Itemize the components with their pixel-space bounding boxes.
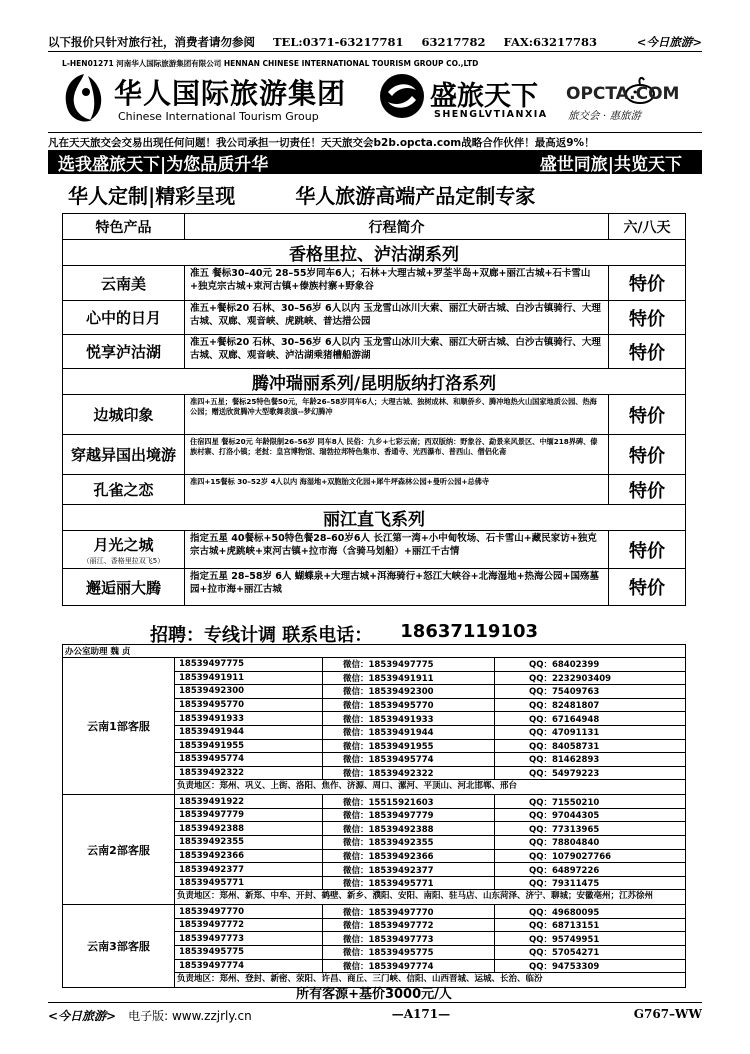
- group-name: 云南1部客服: [63, 658, 175, 794]
- product-note: （丽江、香格里拉双飞5）: [82, 556, 165, 565]
- group-body: [175, 905, 685, 987]
- contact-group: [63, 658, 685, 795]
- qq-number: QQ：67164948: [529, 714, 600, 725]
- product-desc: 指定五星 28–58岁 6人 蝴蝶泉+大理古城+洱海骑行+怒江大峡谷+北海湿地+热海公园+国殇墓园+拉市海+丽江古城: [185, 569, 609, 605]
- qq-number: QQ：54979223: [529, 769, 600, 780]
- product-row: [63, 435, 685, 475]
- qq-number: QQ：2232903409: [529, 673, 612, 684]
- product-price: 特价: [629, 445, 665, 467]
- footer-tag: <今日旅游>: [48, 1009, 117, 1023]
- product-row: [63, 531, 685, 569]
- wechat-id: 微信：18539492377: [323, 863, 495, 876]
- series-title: 腾冲瑞丽系列/昆明版纳打洛系列: [63, 369, 685, 395]
- qq-number: QQ：81462893: [529, 755, 600, 766]
- product-name: 边城印象: [63, 395, 185, 434]
- contact-row: [175, 712, 685, 726]
- opcta-brand: OPCTA.COM: [566, 84, 680, 104]
- product-desc: 准五+餐标20 石林、30–56岁 6人以内 玉龙雪山冰川大索、丽江大研古城、白沙古镇骑行、大理古城、双廊、观音峡、泸沽湖乘猪槽船游湖: [185, 335, 609, 368]
- shenglv-name-cn: 盛旅天下: [430, 81, 538, 112]
- qq-number: QQ：84058731: [529, 741, 600, 752]
- phone-number: 18539495775: [175, 946, 323, 959]
- recruitment-line: [150, 621, 670, 645]
- wechat-id: 微信：18539491933: [323, 712, 495, 725]
- huaren-emblem-icon: [58, 70, 110, 126]
- contact-row: [175, 919, 685, 933]
- series-title: 香格里拉、泸沽湖系列: [63, 240, 685, 266]
- wechat-id: 微信：18539491911: [323, 672, 495, 685]
- phone-number: 18539491955: [175, 740, 323, 753]
- slogan-left: 华人定制|精彩呈现: [68, 184, 236, 208]
- wechat-id: 微信：18539497775: [323, 658, 495, 671]
- product-name: 云南美: [63, 266, 185, 300]
- product-desc: 指定五星 40餐标+50特色餐28–60岁6人 长江第一湾+小中甸牧场、石卡雪山+藏民家访+独克宗古城+虎跳峡+束河古镇+拉市海（含骑马划船）+丽江千古情: [185, 531, 609, 568]
- phone-number: 18539491911: [175, 672, 323, 685]
- qq-number: QQ：78804840: [529, 838, 600, 849]
- header-itinerary: 行程简介: [185, 214, 609, 239]
- top-info-bar: [48, 32, 702, 52]
- huaren-logo: [58, 70, 378, 128]
- phone-number: 18539497770: [175, 905, 323, 918]
- qq-number: QQ：71550210: [529, 797, 600, 808]
- phone-number: 18539492355: [175, 836, 323, 849]
- product-price: 特价: [629, 578, 665, 599]
- wechat-id: 微信：18539492355: [323, 836, 495, 849]
- group-name: 云南2部客服: [63, 795, 175, 904]
- phone-number: 18539492377: [175, 863, 323, 876]
- product-price: 特价: [629, 480, 665, 502]
- telephone: TEL:0371-63217781: [273, 34, 404, 49]
- contact-group: [63, 795, 685, 905]
- qq-number: QQ：1079027766: [529, 851, 612, 862]
- contact-row: [175, 753, 685, 767]
- contact-group: [63, 905, 685, 987]
- telephone-2: 63217782: [421, 34, 486, 49]
- phone-number: 18539491933: [175, 712, 323, 725]
- product-name: 心中的日月: [63, 301, 185, 334]
- wechat-id: 微信：18539497779: [323, 809, 495, 822]
- qq-number: QQ：97044305: [529, 811, 600, 822]
- wechat-id: 微信：18539491944: [323, 726, 495, 739]
- product-price: 特价: [629, 274, 665, 295]
- qq-number: QQ：68713151: [529, 921, 600, 932]
- wechat-id: 微信：18539495771: [323, 877, 495, 890]
- service-area: 负责地区：郑州、登封、新密、荥阳、许昌、商丘、三门峡、信阳、山西晋城、运城、长治、临汾: [177, 974, 543, 985]
- shenglv-name-en: SHENGLVTIANXIA: [434, 109, 548, 120]
- phone-number: 18539497773: [175, 932, 323, 945]
- group-body: [175, 795, 685, 904]
- product-row: [63, 395, 685, 435]
- qq-number: QQ：49680095: [529, 907, 600, 918]
- wechat-id: 微信：18539495774: [323, 753, 495, 766]
- agency-only-notice: 以下报价只针对旅行社，消费者请勿参阅: [48, 34, 255, 49]
- contact-row: [175, 658, 685, 672]
- product-name: 穿越异国出境游: [63, 435, 185, 474]
- product-price: 特价: [629, 405, 665, 427]
- product-name: 月光之城: [93, 535, 154, 554]
- service-area: 负责地区：郑州、巩义、上街、洛阳、焦作、济源、周口、漯河、平顶山、河北邯郸、邢台: [177, 781, 518, 792]
- qq-number: QQ：68402399: [529, 660, 600, 671]
- wechat-id: 微信：18539492322: [323, 767, 495, 780]
- contact-row: [175, 877, 685, 891]
- product-name: 邂逅丽大腾: [63, 569, 185, 605]
- phone-number: 18539497779: [175, 809, 323, 822]
- license-line: L-HEN01271 河南华人国际旅游集团有限公司 HENNAN CHINESE INTERNATIONAL TOURISM GROUP CO.,LTD: [62, 59, 479, 68]
- contact-row: [175, 795, 685, 809]
- contacts-table: [62, 644, 686, 988]
- phone-number: 18539492388: [175, 822, 323, 835]
- guarantee-notice: 凡在天天旅交会交易出现任何问题！我公司承担一切责任！天天旅交会b2b.opcta.com战略合作伙伴！最高返9%！: [48, 132, 702, 150]
- qq-number: QQ：82481807: [529, 701, 600, 712]
- wechat-id: 微信：18539492366: [323, 850, 495, 863]
- wechat-id: 微信：18539495770: [323, 699, 495, 712]
- product-table-header: [63, 214, 685, 240]
- contact-row: [175, 699, 685, 713]
- phone-number: 18539492366: [175, 850, 323, 863]
- header-days: 六/八天: [623, 219, 671, 236]
- header-product: 特色产品: [63, 214, 185, 239]
- wechat-id: 微信：15515921603: [323, 795, 495, 808]
- contact-row: [175, 822, 685, 836]
- phone-number: 18539497774: [175, 960, 323, 973]
- fax: FAX:63217783: [503, 34, 598, 49]
- publication-tag: <今日旅游>: [636, 34, 702, 49]
- wechat-id: 微信：18539492388: [323, 822, 495, 835]
- phone-number: 18539492322: [175, 767, 323, 780]
- banner-right: 盛世同旅|共览天下: [539, 154, 682, 175]
- phone-number: 18539497775: [175, 658, 323, 671]
- contact-row: [175, 685, 685, 699]
- qq-number: QQ：77313965: [529, 824, 600, 835]
- phone-number: 18539495771: [175, 877, 323, 890]
- product-row: [63, 335, 685, 369]
- wechat-id: 微信：18539492300: [323, 685, 495, 698]
- slogan-right: 华人旅游高端产品定制专家: [295, 184, 536, 208]
- opcta-subtitle: 旅交会 · 惠旅游: [568, 110, 642, 122]
- product-row: [63, 301, 685, 335]
- contact-groups: [63, 658, 685, 987]
- contact-row: [175, 809, 685, 823]
- base-fee: 所有客源+基价3000元/人: [296, 987, 452, 1002]
- contact-row: [175, 946, 685, 960]
- qq-number: QQ：75409763: [529, 687, 600, 698]
- service-area: 负责地区：郑州、新郑、中牟、开封、鹤壁、新乡、濮阳、安阳、南阳、驻马店、山东菏泽、济宁、聊城；安徽亳州；江苏徐州: [177, 891, 654, 902]
- phone-number: 18539491922: [175, 795, 323, 808]
- qq-number: QQ：57054271: [529, 948, 600, 959]
- contact-row: [175, 850, 685, 864]
- huaren-name-en: Chinese International Tourism Group: [118, 110, 319, 123]
- recruitment-text: 招聘：专线计调 联系电话：: [150, 625, 373, 646]
- wechat-id: 微信：18539491955: [323, 740, 495, 753]
- product-desc: 准五 餐标30–40元 28–55岁同车6人；石林+大理古城+罗荃半岛+双廊+丽江古城+石卡雪山+独克宗古城+束河古镇+傣族村寨+野象谷: [185, 266, 609, 300]
- huaren-name-cn: 华人国际旅游集团: [114, 77, 347, 110]
- qq-number: QQ：64897226: [529, 865, 600, 876]
- qq-number: QQ：94753309: [529, 961, 600, 972]
- opcta-logo: [566, 70, 702, 126]
- banner-left: 选我盛旅天下|为您品质升华: [58, 154, 269, 175]
- shenglv-emblem-icon: [378, 72, 426, 120]
- product-row: [63, 569, 685, 605]
- slogan-banner: [48, 150, 702, 174]
- product-desc: 准五+餐标20 石林、30–56岁 6人以内 玉龙雪山冰川大索、丽江大研古城、白沙古镇骑行、大理古城、双廊、观音峡、虎跳峡、普达措公园: [185, 301, 609, 334]
- contact-row: [175, 863, 685, 877]
- group-body: [175, 658, 685, 794]
- recruitment-phone: 18637119103: [400, 621, 539, 642]
- product-row: [63, 475, 685, 505]
- product-name-block: [63, 531, 185, 568]
- wechat-id: 微信：18539497774: [323, 960, 495, 973]
- contact-row: [175, 672, 685, 686]
- qq-number: QQ：95749951: [529, 934, 600, 945]
- product-price: 特价: [629, 308, 665, 330]
- wechat-id: 微信：18539497773: [323, 932, 495, 945]
- phone-number: 18539492300: [175, 685, 323, 698]
- contact-row: [175, 726, 685, 740]
- contact-row: [175, 767, 685, 781]
- footer-website: 电子版: www.zzjrly.cn: [128, 1009, 252, 1023]
- contact-row: [175, 960, 685, 974]
- phone-number: 18539497772: [175, 919, 323, 932]
- product-desc: 准四+15餐标 30–52岁 4人以内 海湿地+双胞胎文化园+犀牛坪森林公园+曼听公园+总佛寺: [185, 475, 609, 504]
- product-name: 孔雀之恋: [63, 475, 185, 504]
- contact-row: [175, 740, 685, 754]
- phone-number: 18539495770: [175, 699, 323, 712]
- product-row: [63, 266, 685, 301]
- product-desc: 住宿四星 餐标20元 年龄限制26–56岁 同车8人 民俗：九乡+七彩云南；西双版纳：野象谷、勐景来风景区、中缅218界碑、傣族村寨、打洛小镇；老挝：皇宫博物馆、瑞勃拉邦特色集市、香通寺、光西瀑布、普西山、僧侣化斋: [185, 435, 609, 474]
- shenglv-logo: [378, 72, 558, 128]
- qq-number: QQ：79311475: [529, 879, 600, 890]
- page-number: —A171—: [391, 1007, 451, 1021]
- issue-code: G767–WW: [633, 1007, 702, 1021]
- phone-number: 18539495774: [175, 753, 323, 766]
- page-footer: [48, 1002, 702, 1024]
- office-assistant: 办公室助理 魏 贞: [63, 645, 685, 658]
- product-table: [62, 213, 686, 606]
- product-price: 特价: [629, 342, 665, 364]
- group-name: 云南3部客服: [63, 905, 175, 987]
- contact-row: [175, 932, 685, 946]
- headline-slogans: [68, 180, 702, 210]
- phone-number: 18539491944: [175, 726, 323, 739]
- product-desc: 准四+五星；餐标25特色餐50元，年龄26–58岁同车6人；大理古城、独树成林、和顺侨乡、腾冲地热火山国家地质公园、热海公园；赠送欣赏腾冲大型歌舞表演--梦幻腾冲: [185, 395, 609, 434]
- wechat-id: 微信：18539497770: [323, 905, 495, 918]
- contact-row: [175, 836, 685, 850]
- product-name: 悦享泸沽湖: [63, 335, 185, 368]
- qq-number: QQ：47091131: [529, 728, 600, 739]
- series-title: 丽江直飞系列: [63, 505, 685, 531]
- wechat-id: 微信：18539497772: [323, 919, 495, 932]
- contact-row: [175, 905, 685, 919]
- product-price: 特价: [629, 540, 665, 562]
- wechat-id: 微信：18539495775: [323, 946, 495, 959]
